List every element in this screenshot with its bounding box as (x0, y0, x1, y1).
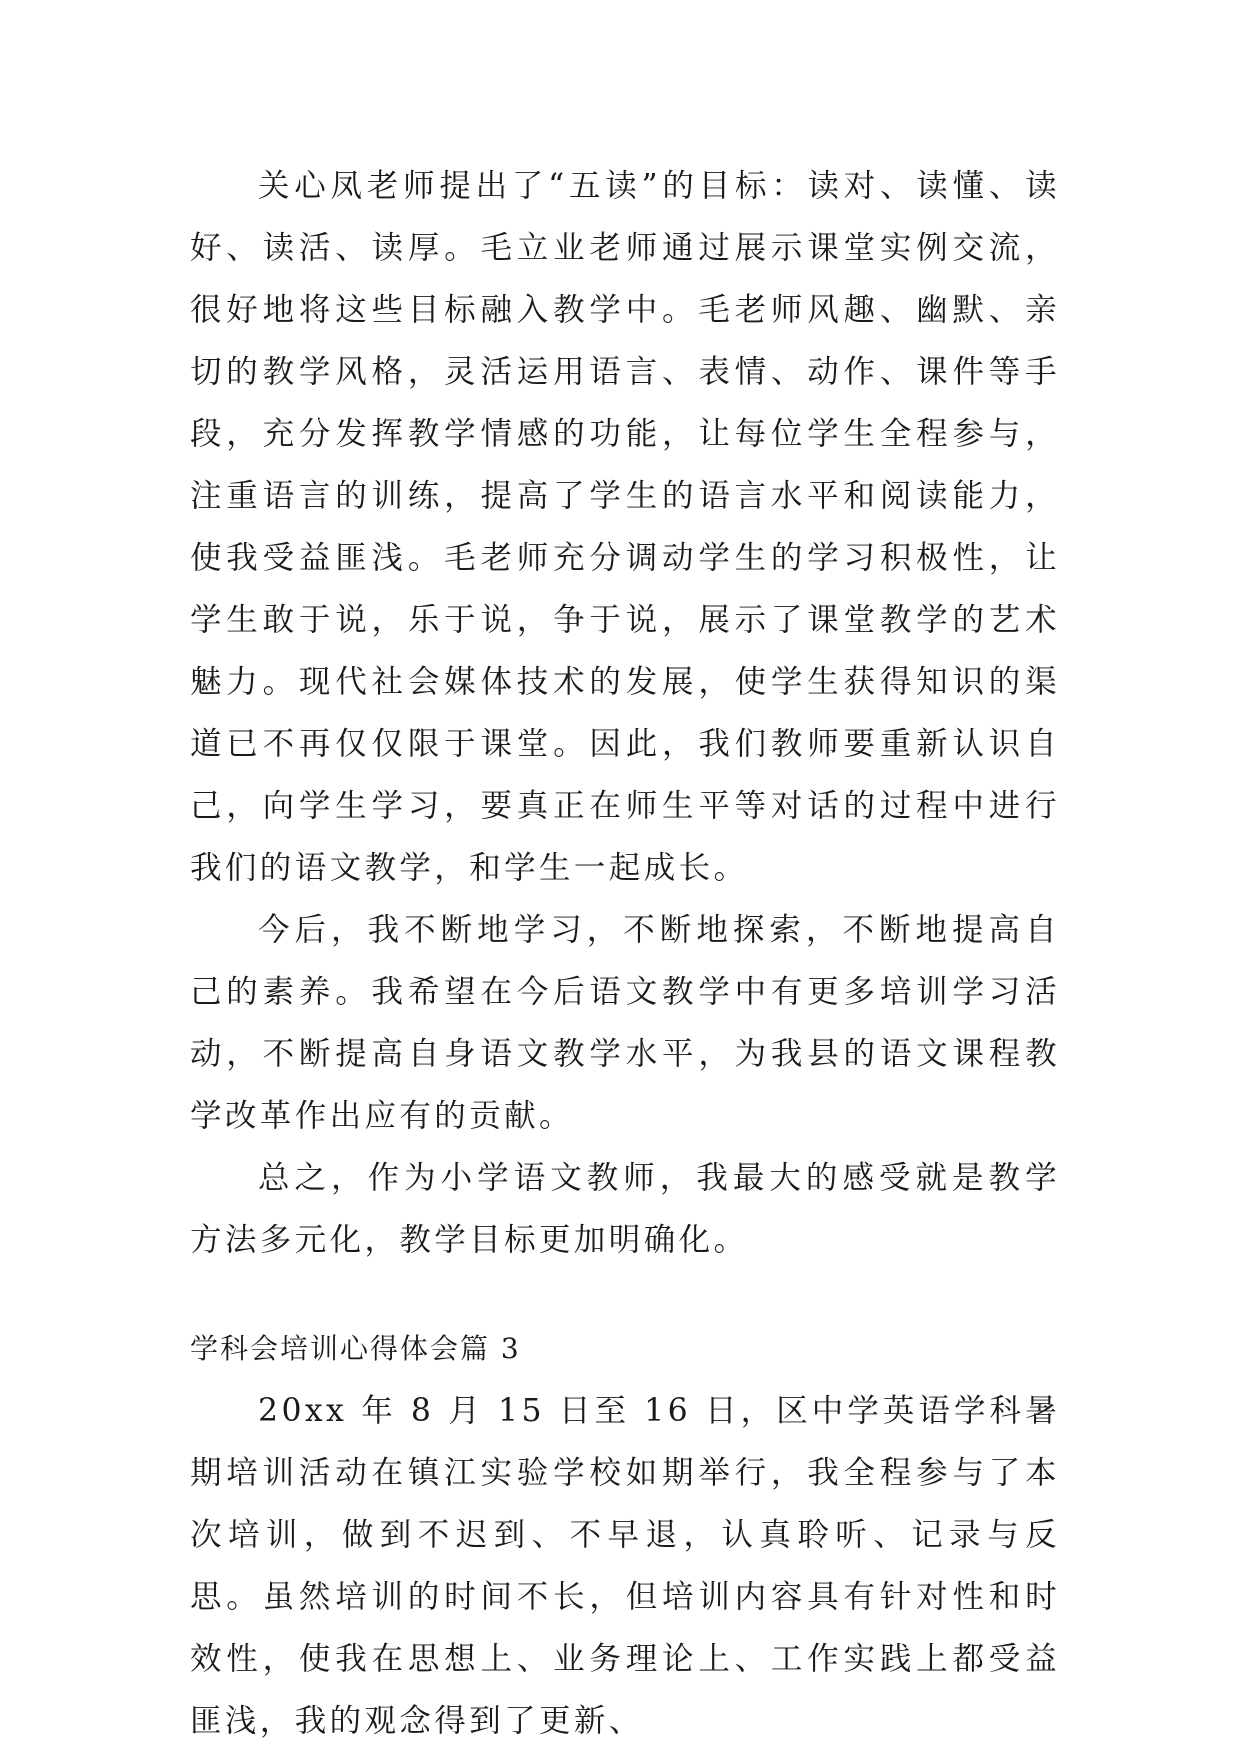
body-paragraph: 总之，作为小学语文教师，我最大的感受就是教学方法多元化，教学目标更加明确化。 (190, 1160, 1060, 1258)
section-heading: 学科会培训心得体会篇 3 (190, 1332, 521, 1365)
body-paragraph: 20xx 年 8 月 15 日至 16 日，区中学英语学科暑期培训活动在镇江实验学校如期举行，我全程参与了本次培训，做到不迟到、不早退，认真聆听、记录与反思。虽然培训的时间不长，但培训内容具有针对性和时效性，使我在思想上、业务理论上、工作实践上都受益匪浅，我的观念得到了更新、 (190, 1393, 1060, 1739)
document-body (190, 155, 1060, 1752)
body-paragraph: 今后，我不断地学习，不断地探索，不断地提高自己的素养。我希望在今后语文教学中有更多培训学习活动，不断提高自身语文教学水平，为我县的语文课程教学改革作出应有的贡献。 (190, 912, 1060, 1134)
body-paragraph: 关心凤老师提出了“五读”的目标：读对、读懂、读好、读活、读厚。毛立业老师通过展示课堂实例交流，很好地将这些目标融入教学中。毛老师风趣、幽默、亲切的教学风格，灵活运用语言、表情、动作、课件等手段，充分发挥教学情感的功能，让每位学生全程参与，注重语言的训练，提高了学生的语言水平和阅读能力，使我受益匪浅。毛老师充分调动学生的学习积极性，让学生敢于说，乐于说，争于说，展示了课堂教学的艺术魅力。现代社会媒体技术的发展，使学生获得知识的渠道已不再仅仅限于课堂。因此，我们教师要重新认识自己，向学生学习，要真正在师生平等对话的过程中进行我们的语文教学，和学生一起成长。 (190, 168, 1060, 886)
